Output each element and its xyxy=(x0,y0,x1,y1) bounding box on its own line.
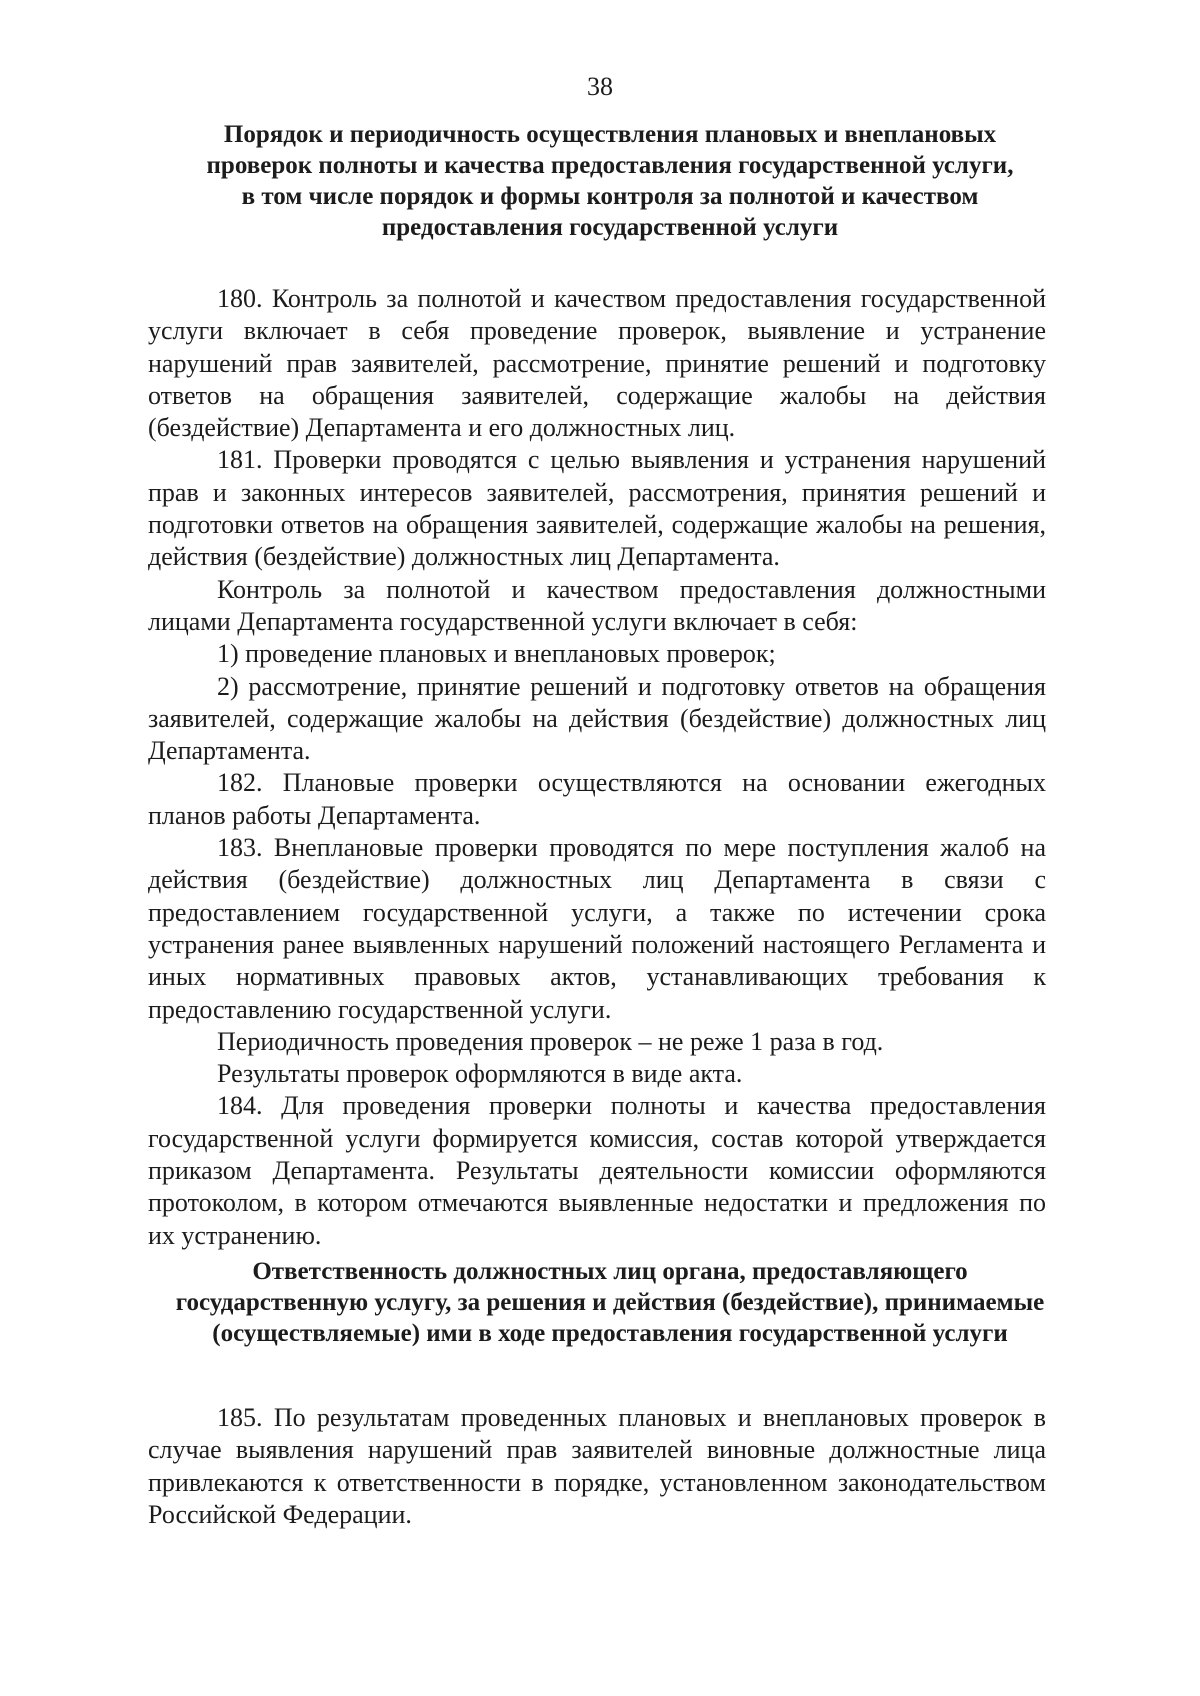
list-item-1: 1) проведение плановых и внеплановых проверок; xyxy=(217,639,776,669)
paragraph-results: Результаты проверок оформляются в виде акта. xyxy=(217,1059,743,1089)
paragraph-183: 183. Внеплановые проверки проводятся по мере поступления жалоб на действия (бездействие) должностных лиц Департамента в связи с предоставлением государственной услуги, а также по истечении срока устранения ранее выявленных нарушений положений настоящего Регламента и иных нормативных правовых актов, устанавливающих требования к предоставлению государственной услуги. xyxy=(148,833,1046,1024)
section-heading-control xyxy=(150,119,1070,243)
heading-line: в том числе порядок и формы контроля за полнотой и качеством xyxy=(241,183,979,210)
section-heading-responsibility xyxy=(140,1256,1080,1349)
paragraph-185: 185. По результатам проведенных плановых и внеплановых проверок в случае выявления нарушений прав заявителей виновные должностные лица привлекаются к ответственности в порядке, установленном законодательством Российской Федерации. xyxy=(148,1403,1046,1529)
paragraph-180: 180. Контроль за полнотой и качеством предоставления государственной услуги включает в себя проведение проверок, выявление и устранение нарушений прав заявителей, рассмотрение, принятие решений и подготовку ответов на обращения заявителей, содержащие жалобы на действия (бездействие) Департамента и его должностных лиц. xyxy=(148,284,1046,443)
section-body-responsibility xyxy=(148,1402,1046,1531)
paragraph-control-scope: Контроль за полнотой и качеством предоставления должностными лицами Департамента государственной услуги включает в себя: xyxy=(148,574,1046,636)
heading-line: Ответственность должностных лиц органа, предоставляющего xyxy=(252,1258,968,1285)
page-number: 38 xyxy=(587,72,613,101)
paragraph-182: 182. Плановые проверки осуществляются на основании ежегодных планов работы Департамента. xyxy=(148,768,1046,830)
heading-line: Порядок и периодичность осуществления плановых и внеплановых xyxy=(223,121,997,148)
section-body-control xyxy=(148,283,1046,1252)
paragraph-periodicity: Периодичность проведения проверок – не реже 1 раза в год. xyxy=(217,1026,884,1056)
heading-line: проверок полноты и качества предоставления государственной услуги, xyxy=(206,152,1014,179)
list-item-2: 2) рассмотрение, принятие решений и подготовку ответов на обращения заявителей, содержащие жалобы на действия (бездействие) должностных лиц Департамента. xyxy=(148,671,1046,766)
heading-line: (осуществляемые) ими в ходе предоставления государственной услуги xyxy=(212,1320,1008,1347)
paragraph-184: 184. Для проведения проверки полноты и качества предоставления государственной услуги формируется комиссия, состав которой утверждается приказом Департамента. Результаты деятельности комиссии оформляются протоколом, в котором отмечаются выявленные недостатки и предложения по их устранению. xyxy=(148,1091,1046,1250)
heading-line: государственную услугу, за решения и действия (бездействие), принимаемые xyxy=(175,1289,1045,1316)
heading-line: предоставления государственной услуги xyxy=(381,214,839,241)
paragraph-181: 181. Проверки проводятся с целью выявления и устранения нарушений прав и законных интересов заявителей, рассмотрения, принятия решений и подготовки ответов на обращения заявителей, содержащие жалобы на решения, действия (бездействие) должностных лиц Департамента. xyxy=(148,445,1046,572)
